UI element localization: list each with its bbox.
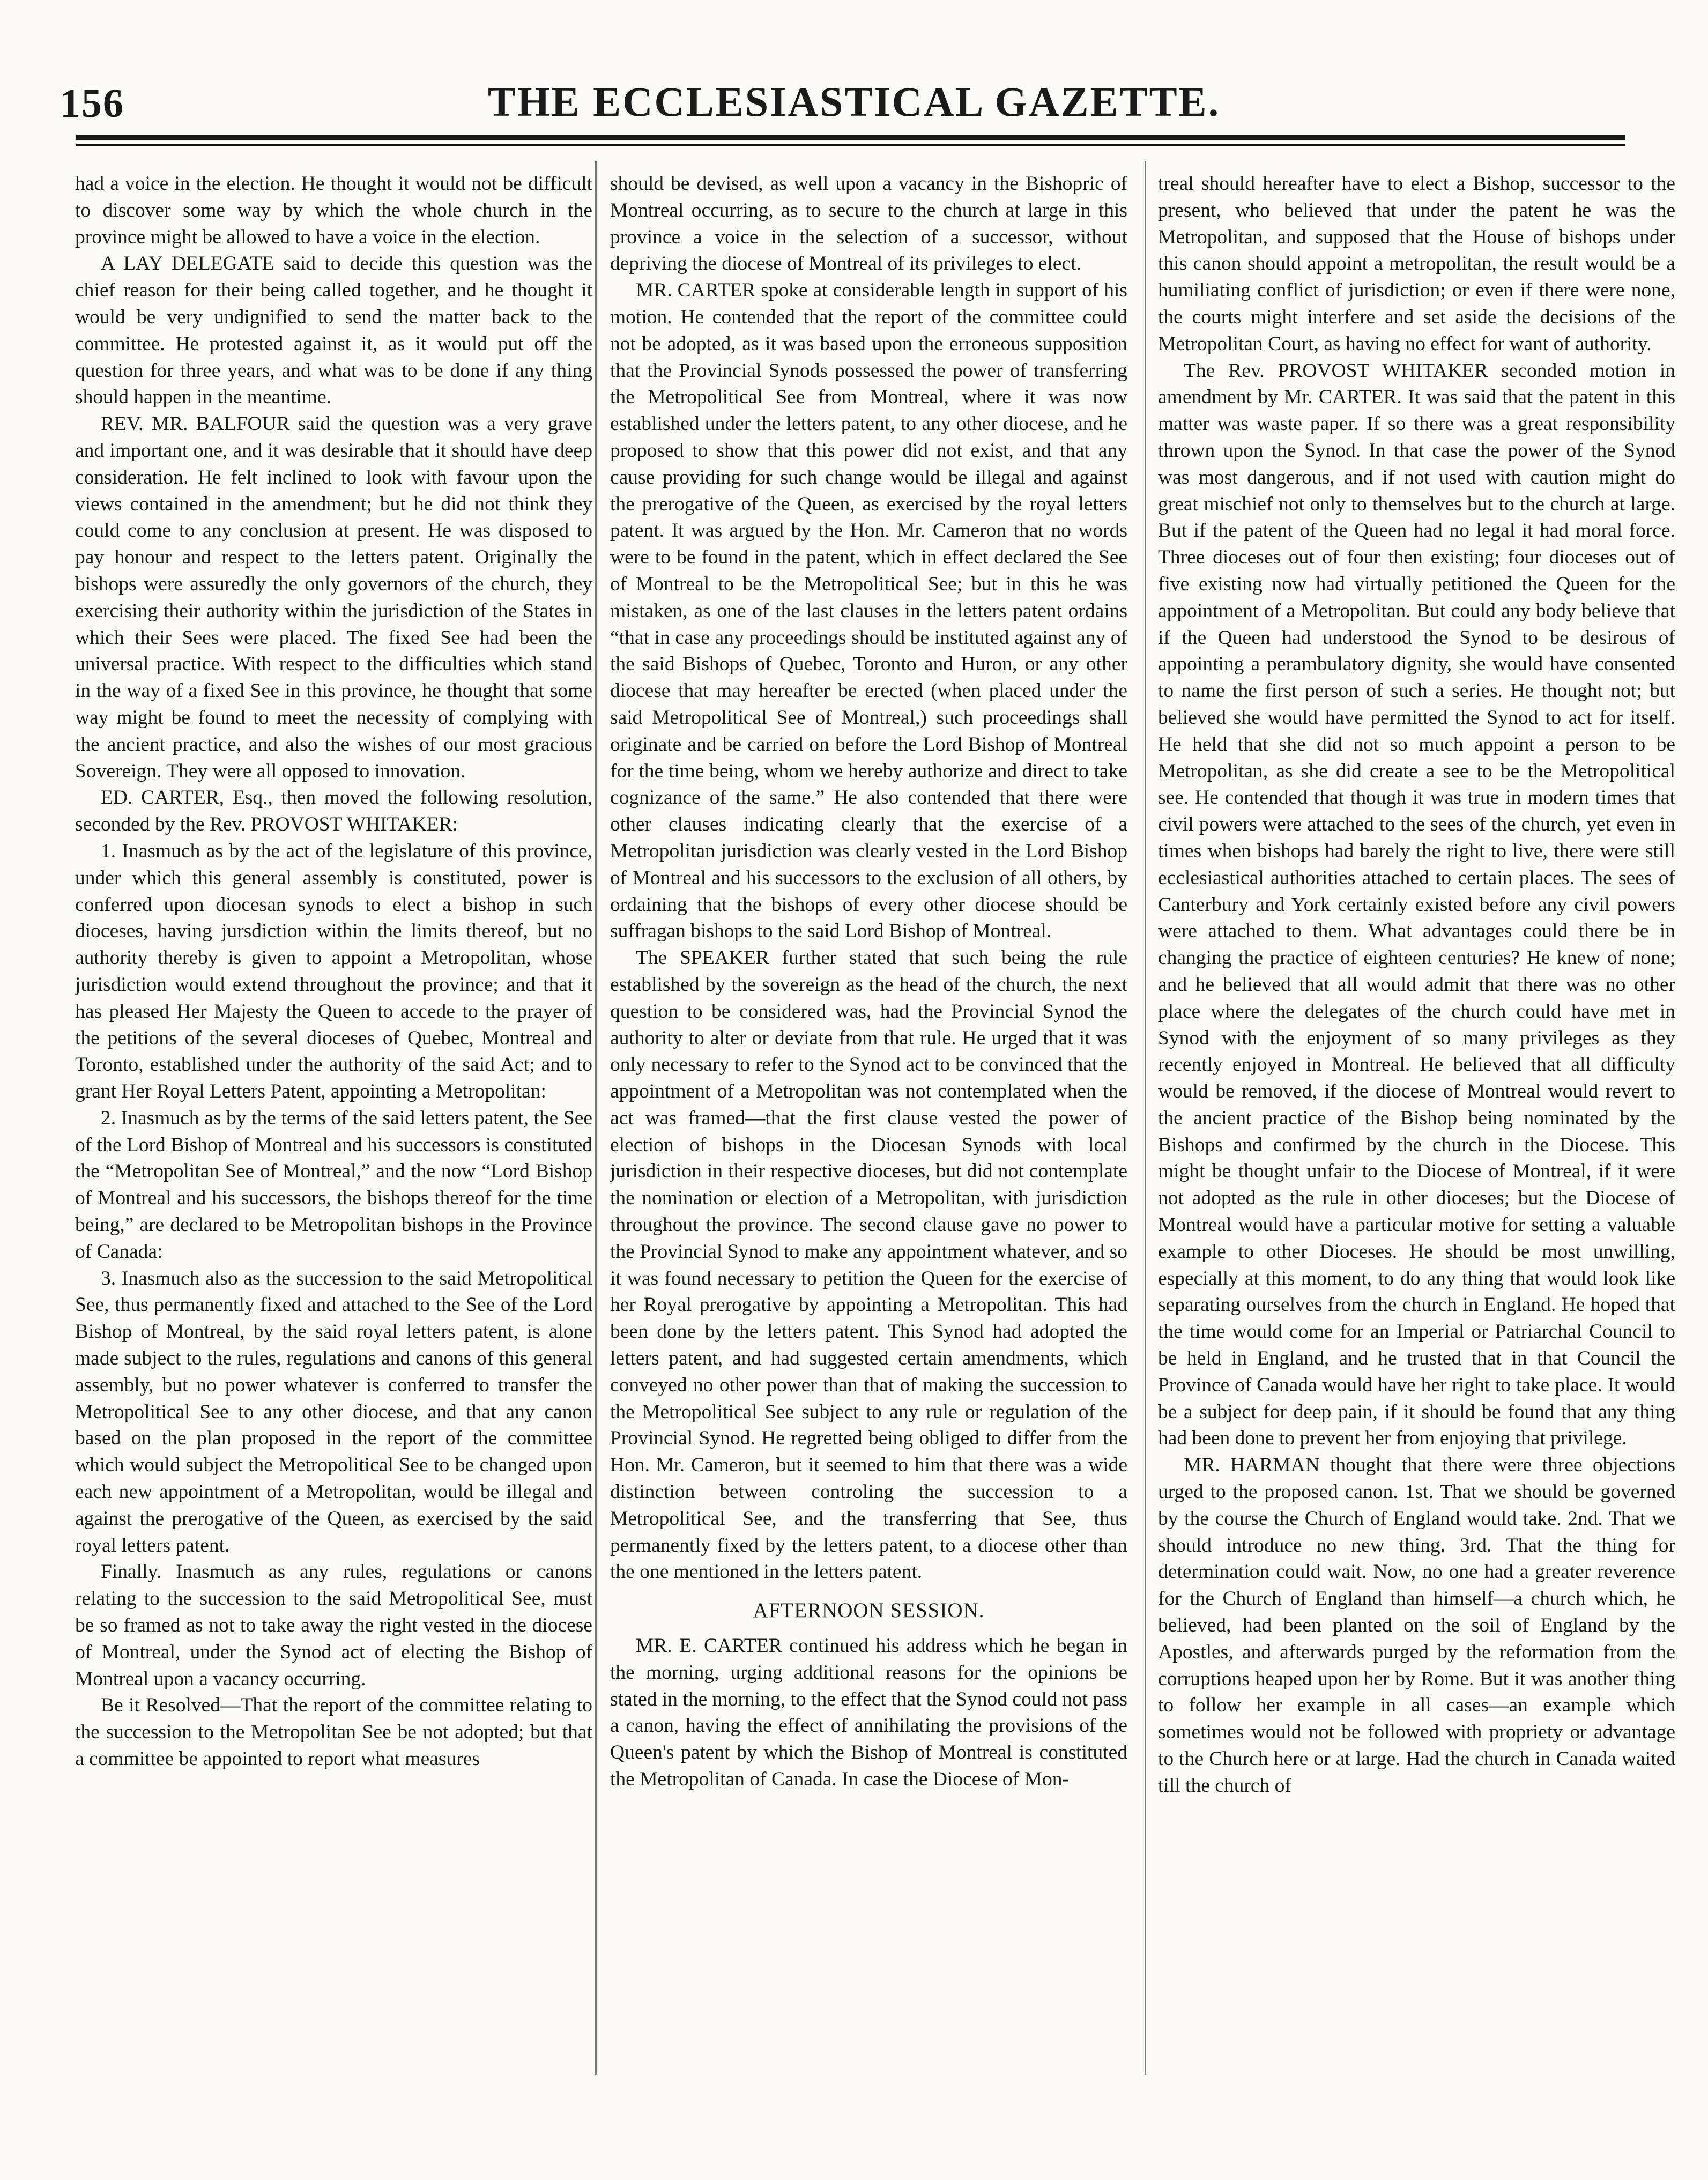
- page-number: 156: [60, 81, 124, 126]
- column-separator: [1145, 161, 1146, 2075]
- header-rule-thin: [76, 144, 1625, 146]
- paragraph: MR. E. CARTER continued his address which he began in the morning, urging additional reasons for the opinions be stated in the morning, to the effect that the Synod could not pass a canon, having the effect of annihilating the provisions of the Queen's patent by which the Bishop of Montreal is constituted the Metropolitan of Canada. In case the Diocese of Mon-: [610, 1635, 1127, 1791]
- paragraph: Be it Resolved—That the report of the committee relating to the succession to the Metropolitan See be not adopted; but that a committee be appointed to report what measures: [75, 1694, 592, 1770]
- paragraph: MR. HARMAN thought that there were three objections urged to the proposed canon. 1st. That we should be governed by the course the Church of England would take. 2nd. That we should introduce no new thing. 3rd. That the thing for determination could wait. Now, no one had a greater reverence for the Church of England than himself—a church which, he believed, had been planted on the soil of England by the Apostles, and afterwards purged by the reformation from the corruptions heaped upon her by Rome. But it was another thing to follow her example in all cases—an example which sometimes would not be followed with propriety or advantage to the Church here or at large. Had the church in Canada waited till the church of: [1158, 1454, 1675, 1797]
- masthead-title: THE ECCLESIASTICAL GAZETTE.: [487, 78, 1221, 125]
- paragraph: had a voice in the election. He thought it would not be difficult to discover some way by which the whole church in the province might be allowed to have a voice in the election.: [75, 173, 592, 248]
- paragraph: 1. Inasmuch as by the act of the legislature of this province, under which this general assembly is constituted, power is conferred upon diocesan synods to elect a bishop in such dioceses, having jursdiction within the limits thereof, but no authority thereby is given to appoint a Metropolitan, whose jurisdiction would extend throughout the province; and that it has pleased Her Majesty the Queen to accede to the prayer of the petitions of the several dioceses of Quebec, Montreal and Toronto, established under the authority of the said Act; and to grant Her Royal Letters Patent, appointing a Metropolitan:: [75, 840, 592, 1103]
- paragraph: MR. CARTER spoke at considerable length in support of his motion. He contended that the report of the committee could not be adopted, as it was based upon the erroneous supposition that the Provincial Synods possessed the power of transferring the Metropolitical See from Montreal, where it was now established under the letters patent, to any other diocese, and he proposed to show that this power did not exist, and that any cause providing for such change would be illegal and against the prerogative of the Queen, as exercised by the royal letters patent. It was argued by the Hon. Mr. Cameron that no words were to be found in the patent, which in effect declared the See of Montreal to be the Metropolitical See; but in this he was mistaken, as one of the last clauses in the letters patent ordains “that in case any proceedings should be instituted against any of the said Bishops of Quebec, Toronto and Huron, or any other diocese that may hereafter be erected (when placed under the said Metropolitical See of Montreal,) such proceedings shall originate and be carried on before the Lord Bishop of Montreal for the time being, whom we hereby authorize and direct to take cognizance of the same.” He also contended that there were other clauses indicating clearly that the exercise of a Metropolitan jurisdiction was clearly vested in the Lord Bishop of Montreal and his successors to the exclusion of all others, by ordaining that the bishops of every other diocese should be suffragan bishops to the said Lord Bishop of Montreal.: [610, 279, 1127, 943]
- paragraph: A LAY DELEGATE said to decide this question was the chief reason for their being called together, and he thought it would be very undignified to send the matter back to the committee. He protested against it, as it would put off the question for three years, and what was to be done if any thing should happen in the meantime.: [75, 253, 592, 409]
- paragraph: should be devised, as well upon a vacancy in the Bishopric of Montreal occurring, as to secure to the church at large in this province a voice in the selection of a successor, without depriving the diocese of Montreal of its privileges to elect.: [610, 173, 1127, 275]
- column-separator: [595, 161, 597, 2075]
- paragraph: treal should hereafter have to elect a Bishop, successor to the present, who believed that under the patent he was the Metropolitan, and supposed that the House of bishops under this canon should appoint a metropolitan, the result would be a humiliating conflict of jurisdiction; or even if there were none, the courts might interfere and set aside the decisions of the Metropolitan Court, as having no effect for want of authority.: [1158, 173, 1675, 355]
- header-rule-thick: [76, 135, 1625, 140]
- paragraph: The Rev. PROVOST WHITAKER seconded motion in amendment by Mr. CARTER. It was said that the patent in this matter was waste paper. If so there was a great responsibility thrown upon the Synod. In that case the power of the Synod was most dangerous, and if not used with caution might do great mischief not only to themselves but to the church at large. But if the patent of the Queen had no legal it had moral force. Three dioceses out of four then existing; four dioceses out of five existing now had virtually petitioned the Queen for the appointment of a Metropolitan. But could any body believe that if the Queen had understood the Synod to be desirous of appointing a perambulatory dignity, she would have consented to name the first person of such a series. He thought not; but believed she would have permitted the Synod to act for itself. He held that she did not so much appoint a person to be Metropolitan, as she did create a see to be the Metropolitical see. He contended that though it was true in modern times that civil powers were attached to the sees of the church, yet even in times when bishops had barely the right to live, there were still ecclesiastical authorities attached to certain places. The sees of Canterbury and York certainly existed before any civil powers were attached to them. What advantages could there be in changing the practice of eighteen centuries? He knew of none; and he believed that all would admit that there was no other place where the delegates of the church could have met in Synod with the enjoyment of so many privileges as they recently enjoyed in Montreal. He believed that all difficulty would be removed, if the diocese of Montreal would revert to the ancient practice of the Bishop being nominated by the Bishops and confirmed by the church in the Diocese. This might be thought unfair to the Diocese of Montreal, if it were not adopted as the rule in other dioceses; but the Diocese of Montreal would have a particular motive for setting a valuable example to other Dioceses. He should be most unwilling, especially at this moment, to do any thing that would look like separating ourselves from the church in England. He hoped that the time would come for an Imperial or Patriarchal Council to be held in England, and he trusted that in that Council the Province of Canada would have her right to take place. It would be a subject for deep pain, if it should be found that any thing had been done to prevent her from enjoying that privilege.: [1158, 359, 1675, 1450]
- section-heading: AFTERNOON SESSION.: [753, 1599, 985, 1622]
- paragraph: Finally. Inasmuch as any rules, regulations or canons relating to the succession to the said Metropolitical See, must be so framed as not to take away the right vested in the diocese of Montreal, under the Synod act of electing the Bishop of Montreal upon a vacancy occurring.: [75, 1561, 592, 1690]
- paragraph: ED. CARTER, Esq., then moved the following resolution, seconded by the Rev. PROVOST WHITAKER:: [75, 787, 592, 836]
- paragraph: The SPEAKER further stated that such being the rule established by the sovereign as the head of the church, the next question to be considered was, had the Provincial Synod the authority to alter or deviate from that rule. He urged that it was only necessary to refer to the Synod act to be convinced that the appointment of a Metropolitan was not contemplated when the act was framed—that the first clause vested the power of election of bishops in the Diocesan Synods with local jurisdiction in their respective dioceses, but did not contemplate the nomination or election of a Metropolitan, with jurisdiction throughout the province. The second clause gave no power to the Provincial Synod to make any appointment whatever, and so it was found necessary to petition the Queen for the exercise of her Royal prerogative by appointing a Metropolitan. This had been done by the letters patent. This Synod had adopted the letters patent, and had suggested certain amendments, which conveyed no other power than that of making the succession to the Metropolitical See subject to any rule or regulation of the Provincial Synod. He regretted being obliged to differ from the Hon. Mr. Cameron, but it seemed to him that there was a wide distinction between controling the succession to a Metropolitical See, and the transferring that See, thus permanently fixed by the letters patent, to a diocese other than the one mentioned in the letters patent.: [610, 947, 1127, 1583]
- paragraph: REV. MR. BALFOUR said the question was a very grave and important one, and it was desirable that it should have deep consideration. He felt inclined to look with favour upon the views contained in the amendment; but he did not think they could come to any conclusion at present. He was disposed to pay honour and respect to the letters patent. Originally the bishops were assuredly the only governors of the church, they exercising their authority within the jurisdiction of the States in which their Sees were placed. The fixed See had been the universal practice. With respect to the difficulties which stand in the way of a fixed See in this province, he thought that some way might be found to meet the necessity of complying with the ancient practice, and also the wishes of our most gracious Sovereign. They were all opposed to innovation.: [75, 413, 592, 782]
- paragraph: 2. Inasmuch as by the terms of the said letters patent, the See of the Lord Bishop of Montreal and his successors is constituted the “Metropolitan See of Montreal,” and the now “Lord Bishop of Montreal and his successors, the bishops thereof for the time being,” are declared to be Metropolitan bishops in the Province of Canada:: [75, 1107, 592, 1263]
- paragraph: 3. Inasmuch also as the succession to the said Metropolitical See, thus permanently fixed and attached to the See of the Lord Bishop of Montreal, by the said royal letters patent, is alone made subject to the rules, regulations and canons of this general assembly, but no power whatever is conferred to transfer the Metropolitical See to any other diocese, and that any canon based on the plan proposed in the report of the committee which would subject the Metropolitical See to be changed upon each new appointment of a Metropolitan, would be illegal and against the prerogative of the Queen, as exercised by the said royal letters patent.: [75, 1267, 592, 1556]
- column-left: [75, 170, 592, 2101]
- column-right: [1158, 170, 1675, 2101]
- column-middle: [610, 170, 1127, 2101]
